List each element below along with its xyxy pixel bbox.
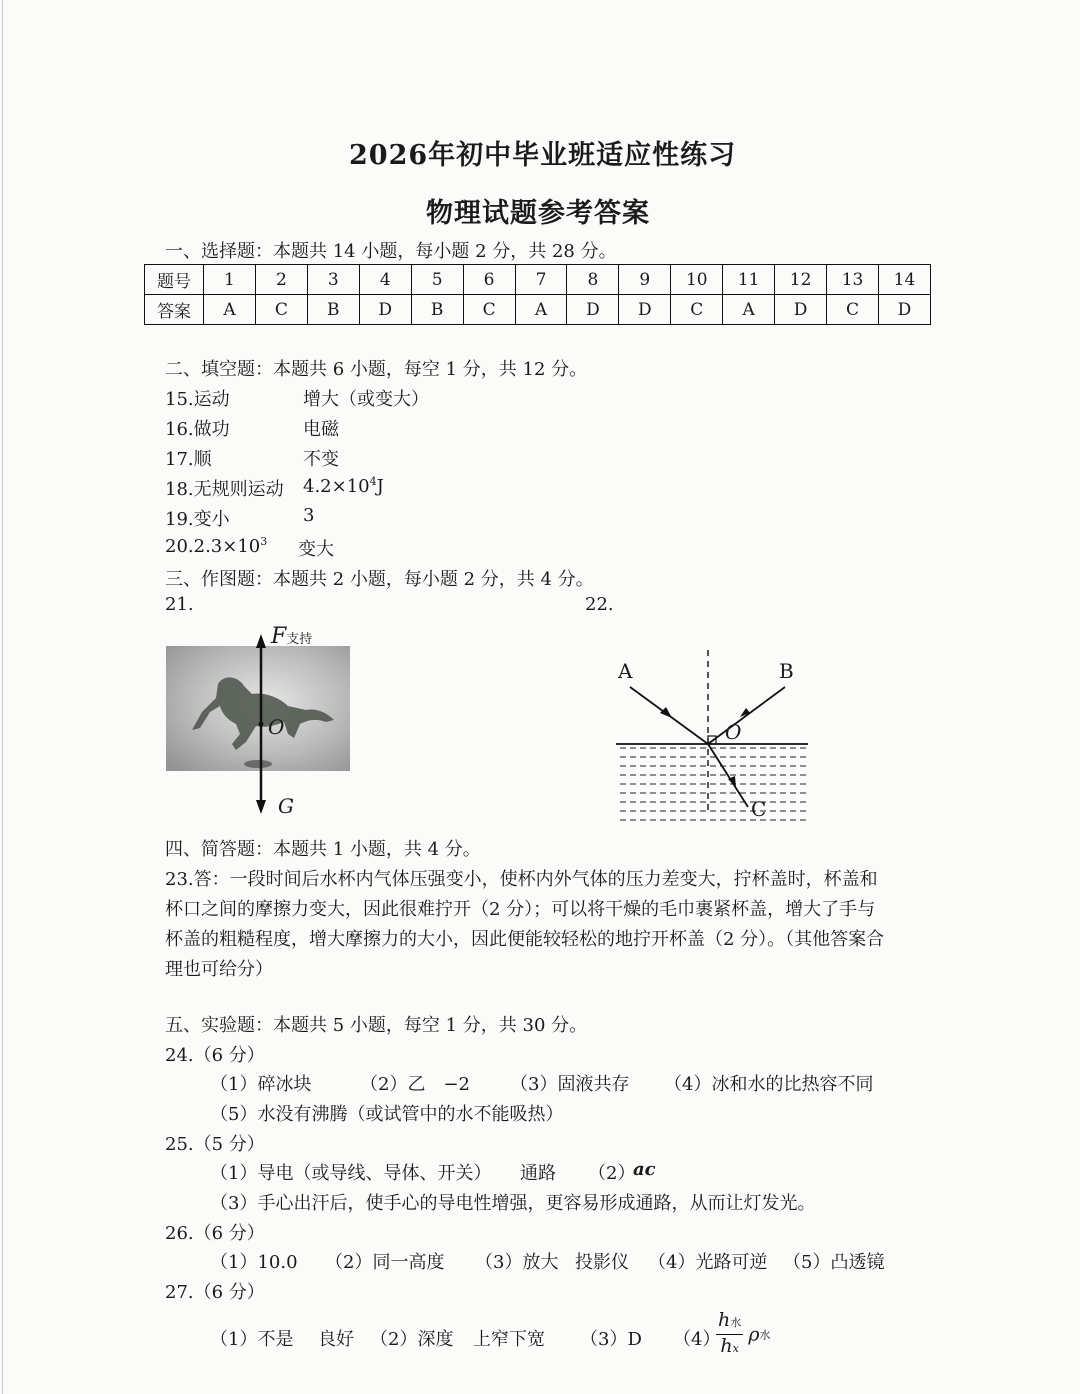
point-label-C: C	[751, 797, 767, 821]
section5-heading: 五、实验题：本题共 5 小题，每空 1 分，共 30 分。	[165, 1015, 588, 1036]
table-cell: B	[411, 295, 463, 325]
answer-16-b: 电磁	[303, 419, 339, 440]
answer-27-shape: 上窄下宽	[473, 1329, 545, 1350]
table-cell: 12	[775, 265, 827, 295]
gravity-label-G: G	[278, 794, 294, 818]
table-cell: 13	[827, 265, 879, 295]
fraction-numerator	[716, 1309, 743, 1335]
answer-23-line3: 杯盖的粗糙程度，增大摩擦力的大小，因此便能较轻松的地拧开杯盖（2 分）。（其他答案合	[165, 929, 885, 950]
fraction-denominator	[716, 1335, 743, 1360]
reflected-ray	[708, 687, 785, 744]
question-25-label: 25.（5 分）	[165, 1134, 265, 1155]
answer-27-2: （2）深度	[370, 1329, 454, 1350]
page-edge	[2, 0, 3, 1394]
force-down-arrowhead	[256, 800, 266, 814]
table-cell: 3	[307, 265, 359, 295]
section3-heading: 三、作图题：本题共 2 小题，每小题 2 分，共 4 分。	[165, 569, 594, 590]
table-cell: 2	[255, 265, 307, 295]
table-cell: 7	[515, 265, 567, 295]
answer-24-1: （1）碎冰块	[210, 1074, 312, 1095]
answer-23-line1: 23.答：一段时间后水杯内气体压强变小，使杯内外气体的压力差变大，拧杯盖时，杯盖和	[165, 869, 878, 890]
force-support-symbol: F	[271, 624, 287, 649]
answer-18-value: 4.2×10	[303, 476, 370, 497]
answer-18-unit: J	[376, 476, 384, 497]
table-cell: D	[619, 295, 671, 325]
answer-20-value: 20.2.3×10	[165, 536, 261, 557]
answer-24-4: （4）冰和水的比热容不同	[664, 1074, 874, 1095]
page-title: 2026年初中毕业班适应性练习	[349, 140, 737, 171]
answer-20-exponent: 3	[260, 535, 268, 548]
answer-26-3: （3）放大	[475, 1252, 559, 1273]
force-up-arrowhead	[256, 634, 266, 648]
answer-15-a: 15.运动	[165, 389, 230, 410]
answer-27-4-label: （4）	[673, 1329, 721, 1350]
answer-19-b: 3	[303, 505, 315, 526]
question-22-label: 22.	[585, 594, 614, 615]
answer-23-line2: 杯口之间的摩擦力变大，因此很难拧开（2 分）；可以将干燥的毛巾裹紧杯盖，增大了手与	[165, 899, 876, 920]
force-support-subscript: 支持	[286, 632, 313, 647]
answer-18-b	[303, 475, 384, 497]
answer-15-b: 增大（或变大）	[303, 389, 429, 410]
question-27-label: 27.（6 分）	[165, 1282, 265, 1303]
table-cell: C	[463, 295, 515, 325]
answer-24-2: （2）乙 −2	[360, 1074, 470, 1095]
section4-heading: 四、简答题：本题共 1 小题，共 4 分。	[165, 839, 481, 860]
table-cell: A	[723, 295, 775, 325]
density-formula	[716, 1309, 771, 1360]
answer-26-projector: 投影仪	[575, 1252, 629, 1273]
answer-27-3: （3）D	[580, 1329, 642, 1350]
answer-20-b: 变大	[298, 539, 334, 560]
answer-25-1: （1）导电（或导线、导体、开关）	[210, 1163, 492, 1184]
table-cell: 1	[204, 265, 256, 295]
answer-17-a: 17.顺	[165, 449, 212, 470]
answer-17-b: 不变	[303, 449, 339, 470]
section1-heading: 一、选择题：本题共 14 小题，每小题 2 分，共 28 分。	[165, 241, 617, 262]
answer-23-line4: 理也可给分）	[165, 959, 273, 980]
table-cell: B	[307, 295, 359, 325]
answer-table	[144, 264, 931, 325]
table-cell: 9	[619, 265, 671, 295]
table-header-cell: 答案	[145, 295, 204, 325]
table-cell: 10	[671, 265, 723, 295]
table-cell: 4	[359, 265, 411, 295]
point-label-A: A	[618, 659, 633, 683]
numerator-subscript: 水	[730, 1316, 742, 1329]
incident-arrowhead	[660, 707, 672, 718]
section2-heading: 二、填空题：本题共 6 小题，每空 1 分，共 12 分。	[165, 359, 588, 380]
table-cell: D	[359, 295, 411, 325]
center-label-O: O	[268, 715, 285, 739]
answer-19-a: 19.变小	[165, 509, 230, 530]
question-26-label: 26.（6 分）	[165, 1223, 265, 1244]
answer-16-a: 16.做功	[165, 419, 230, 440]
answer-18-a: 18.无规则运动	[165, 479, 284, 500]
table-cell: 5	[411, 265, 463, 295]
water-region	[616, 744, 808, 824]
table-cell: A	[515, 295, 567, 325]
table-cell: 6	[463, 265, 515, 295]
answer-25-2-value: ac	[633, 1159, 656, 1180]
answer-25-path: 通路	[520, 1163, 556, 1184]
answer-20-a	[165, 535, 267, 557]
table-cell: D	[567, 295, 619, 325]
answer-25-2-label: （2）	[588, 1163, 636, 1184]
table-row-answers	[145, 295, 931, 325]
rho-subscript: 水	[759, 1328, 771, 1342]
answer-26-4: （4）光路可逆	[648, 1252, 768, 1273]
denominator-subscript: x	[732, 1342, 739, 1355]
page-subtitle: 物理试题参考答案	[426, 198, 650, 229]
answer-27-1: （1）不是	[210, 1329, 294, 1350]
table-cell: 14	[878, 265, 930, 295]
table-header-cell: 题号	[145, 265, 204, 295]
point-label-O: O	[725, 720, 742, 744]
table-cell: A	[204, 295, 256, 325]
denominator-symbol: h	[720, 1335, 733, 1357]
center-of-gravity-point	[259, 722, 264, 727]
answer-27-good: 良好	[318, 1329, 354, 1350]
table-cell: C	[255, 295, 307, 325]
answer-26-5: （5）凸透镜	[783, 1252, 885, 1273]
answer-24-5: （5）水没有沸腾（或试管中的水不能吸热）	[210, 1104, 564, 1125]
answer-24-3: （3）固液共存	[510, 1074, 630, 1095]
force-diagram-21	[240, 620, 330, 820]
table-row-numbers	[145, 265, 931, 295]
height-ratio-fraction	[716, 1309, 743, 1360]
question-24-label: 24.（6 分）	[165, 1045, 265, 1066]
numerator-symbol: h	[718, 1309, 731, 1331]
answer-25-3: （3）手心出汗后，使手心的导电性增强，更容易形成通路，从而让灯发光。	[210, 1193, 816, 1214]
rho-symbol: ρ	[748, 1323, 760, 1346]
question-21-label: 21.	[165, 594, 194, 615]
table-cell: C	[671, 295, 723, 325]
table-cell: D	[878, 295, 930, 325]
answer-26-2: （2）同一高度	[325, 1252, 445, 1273]
table-cell: 11	[723, 265, 775, 295]
point-label-B: B	[779, 659, 794, 683]
force-support-label	[271, 624, 312, 649]
table-cell: D	[775, 295, 827, 325]
answer-18-exponent: 4	[369, 475, 377, 488]
table-cell: 8	[567, 265, 619, 295]
table-cell: C	[827, 295, 879, 325]
answer-26-1: （1）10.0	[210, 1252, 298, 1273]
